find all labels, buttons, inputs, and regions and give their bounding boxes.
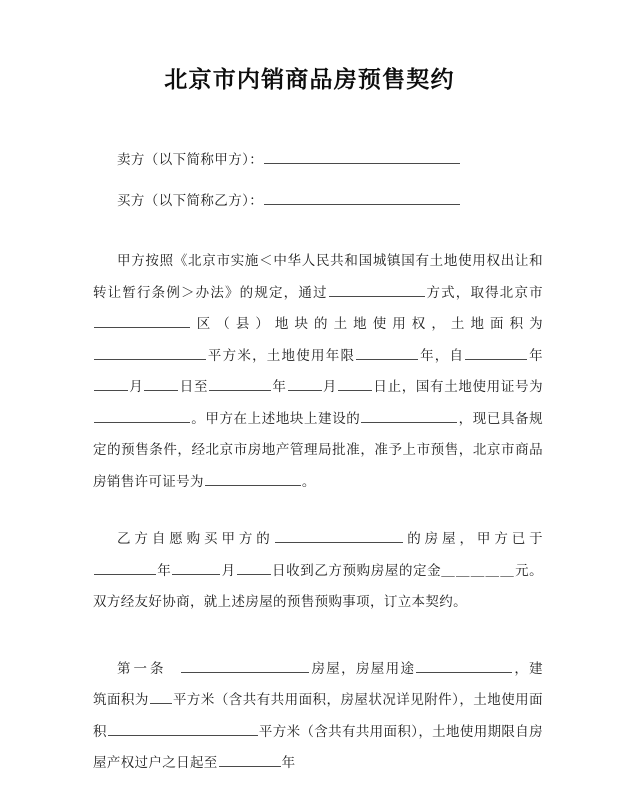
clause-one-label: 第一条 bbox=[117, 660, 167, 677]
p1-seg4: 平方米，土地使用年限 bbox=[207, 347, 356, 364]
c1-seg5: 年 bbox=[281, 755, 296, 771]
buyer-blank[interactable] bbox=[264, 191, 460, 205]
c1-seg4: 平方米（含共有共用面积），土地使用期限自房屋产权过户之日起至 bbox=[93, 723, 543, 771]
p1-seg2: 方式，取得北京市 bbox=[425, 284, 543, 301]
p1-seg12: 。甲方在上述地块上建设的 bbox=[191, 410, 361, 427]
p1-seg11: 日止，国有土地使用证号为 bbox=[373, 379, 544, 395]
p1-blank-land-area[interactable] bbox=[94, 346, 206, 360]
p1-blank-construction[interactable] bbox=[361, 409, 457, 423]
spacer-after-parties bbox=[93, 211, 543, 246]
seller-line bbox=[93, 150, 543, 170]
p2-seg1: 乙方自愿购买甲方的 bbox=[117, 531, 274, 547]
c1-seg3: 平方米（含共有共用面积，房屋状况详见附件），土地使用面积 bbox=[93, 692, 543, 740]
clause1-blank-house[interactable] bbox=[181, 659, 309, 673]
p1-seg14: 。 bbox=[301, 473, 316, 490]
p1-seg5: 年，自 bbox=[419, 347, 465, 364]
p2-seg2: 的房屋，甲方已于 bbox=[403, 531, 543, 547]
p1-blank-start-year[interactable] bbox=[465, 346, 527, 360]
p1-blank-end-year[interactable] bbox=[209, 377, 271, 391]
c1-seg1: 房屋，房屋用途 bbox=[310, 660, 416, 677]
document-body bbox=[93, 150, 543, 780]
clause1-blank-term-year[interactable] bbox=[219, 753, 281, 767]
p1-seg7: 月 bbox=[129, 379, 144, 395]
spacer-after-paragraph2 bbox=[93, 619, 543, 654]
p1-blank-presale-permit-no[interactable] bbox=[205, 472, 301, 486]
p2-seg5: 日收到乙方预购房屋的定金 bbox=[271, 562, 442, 579]
p1-blank-start-month[interactable] bbox=[94, 377, 128, 391]
p1-seg1: 甲方按照《北京市实施＜中华人民共和国城镇国有土地使用权出让和转让暂行条例＞办法》的规定，通过 bbox=[93, 253, 543, 301]
p1-seg6: 年 bbox=[528, 347, 543, 364]
p2-blank-deposit[interactable]: ＿＿＿＿＿ bbox=[441, 562, 516, 579]
page-title: 北京市内销商品房预售契约 bbox=[164, 67, 455, 93]
p1-blank-land-term[interactable] bbox=[356, 346, 418, 360]
buyer-label: 买方（以下简称乙方）： bbox=[117, 193, 264, 209]
p2-seg3: 年 bbox=[157, 562, 172, 579]
p1-seg10: 月 bbox=[322, 379, 338, 395]
seller-blank[interactable] bbox=[264, 150, 460, 164]
p1-blank-end-month[interactable] bbox=[288, 377, 322, 391]
p1-seg8: 日至 bbox=[179, 379, 209, 395]
clause1-blank-usage[interactable] bbox=[416, 659, 512, 673]
p1-blank-land-cert-no[interactable] bbox=[94, 409, 190, 423]
clause-one bbox=[93, 654, 543, 780]
clause1-blank-build-area[interactable] bbox=[150, 690, 172, 704]
c1-seg2: ，建筑面积为 bbox=[93, 660, 544, 708]
p1-blank-start-day[interactable] bbox=[144, 377, 178, 391]
p1-blank-method[interactable] bbox=[329, 283, 425, 297]
p2-seg4: 月 bbox=[221, 562, 236, 579]
p2-blank-property[interactable] bbox=[275, 529, 403, 543]
p1-seg3: 区（县）地块的土地使用权，土地面积为 bbox=[191, 316, 543, 332]
seller-label: 卖方（以下简称甲方）： bbox=[117, 152, 264, 168]
buyer-line bbox=[93, 191, 543, 211]
p2-blank-day[interactable] bbox=[237, 561, 271, 575]
p2-blank-year[interactable] bbox=[94, 561, 156, 575]
paragraph-land-rights bbox=[93, 246, 543, 498]
p1-seg13: ，现已具备规定的预售条件，经北京市房地产管理局批准，准予上市预售，北京市商品房销售许可证号为 bbox=[93, 410, 544, 490]
p2-blank-month[interactable] bbox=[172, 561, 220, 575]
p1-blank-end-day[interactable] bbox=[338, 377, 372, 391]
p2-seg6: 元。双方经友好协商，就上述房屋的预售预购事项，订立本契约。 bbox=[93, 562, 544, 610]
spacer-after-paragraph1 bbox=[93, 498, 543, 524]
p1-seg9: 年 bbox=[272, 379, 287, 395]
p1-blank-district[interactable] bbox=[94, 314, 190, 328]
clause1-blank-land-area[interactable] bbox=[108, 722, 258, 736]
paragraph-purchase-intent bbox=[93, 524, 543, 619]
